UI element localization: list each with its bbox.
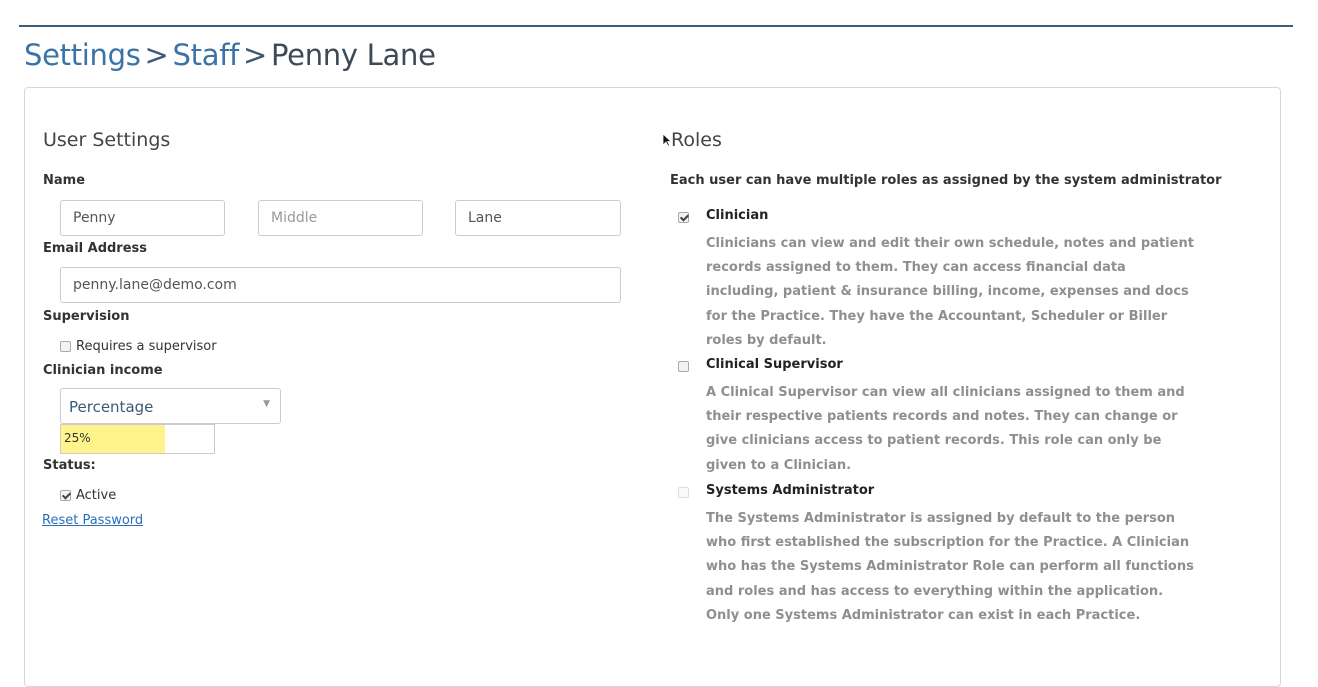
breadcrumb-separator: > xyxy=(144,38,169,72)
roles-subtitle: Each user can have multiple roles as assigned by the system administrator xyxy=(670,173,1222,188)
role-name: Systems Administrator xyxy=(706,483,875,498)
supervision-label: Supervision xyxy=(43,309,130,324)
chevron-down-icon: ▼ xyxy=(263,399,270,409)
role-clinical-supervisor-checkbox[interactable] xyxy=(678,361,689,372)
role-clinician-checkbox[interactable] xyxy=(678,212,689,223)
role-description: The Systems Administrator is assigned by default to the person who first established the subscription for the Practice. A Clinician who has the Systems Administrator Role can perform all functions and roles and has access to everything within the application. Only one Systems Administrator can exist in each Practice. xyxy=(706,511,1194,623)
email-input[interactable] xyxy=(60,267,621,303)
role-clinical-supervisor xyxy=(678,357,1198,472)
roles-title: Roles xyxy=(671,129,722,151)
requires-supervisor-checkbox[interactable] xyxy=(60,341,71,352)
settings-card xyxy=(24,87,1281,687)
breadcrumb-settings[interactable]: Settings xyxy=(24,38,141,72)
breadcrumb-separator: > xyxy=(243,38,268,72)
income-percentage-input[interactable] xyxy=(60,424,215,454)
first-name-input[interactable] xyxy=(60,200,225,236)
role-name: Clinician xyxy=(706,208,769,223)
breadcrumb xyxy=(24,38,436,72)
role-systems-administrator xyxy=(678,483,1198,623)
breadcrumb-current: Penny Lane xyxy=(271,38,436,72)
income-type-select[interactable] xyxy=(60,388,281,424)
income-type-value: Percentage xyxy=(69,398,154,416)
active-label: Active xyxy=(76,488,117,503)
role-description: Clinicians can view and edit their own schedule, notes and patient records assigned to them. They can access financial data including, patient & insurance billing, income, expenses and docs for the Practice. They have the Accountant, Scheduler or Biller roles by default. xyxy=(706,236,1194,348)
email-label: Email Address xyxy=(43,241,148,256)
status-label: Status: xyxy=(43,458,96,473)
clinician-income-label: Clinician income xyxy=(43,363,163,378)
income-percentage-value: 25% xyxy=(64,431,91,445)
requires-supervisor-label: Requires a supervisor xyxy=(76,339,217,354)
active-option[interactable] xyxy=(60,488,116,503)
breadcrumb-staff[interactable]: Staff xyxy=(172,38,240,72)
last-name-input[interactable] xyxy=(455,200,621,236)
header-rule xyxy=(19,25,1293,27)
role-description: A Clinical Supervisor can view all clinicians assigned to them and their respective patients records and notes. They can change or give clinicians access to patient records. This role can only be given to a Clinician. xyxy=(706,385,1185,473)
role-clinician xyxy=(678,208,1198,348)
name-label: Name xyxy=(43,173,86,188)
requires-supervisor-option[interactable] xyxy=(60,339,217,354)
role-systems-administrator-checkbox[interactable] xyxy=(678,487,689,498)
user-settings-title: User Settings xyxy=(43,129,171,151)
reset-password-link[interactable]: Reset Password xyxy=(42,513,144,528)
role-name: Clinical Supervisor xyxy=(706,357,843,372)
middle-name-input[interactable] xyxy=(258,200,423,236)
active-checkbox[interactable] xyxy=(60,490,71,501)
